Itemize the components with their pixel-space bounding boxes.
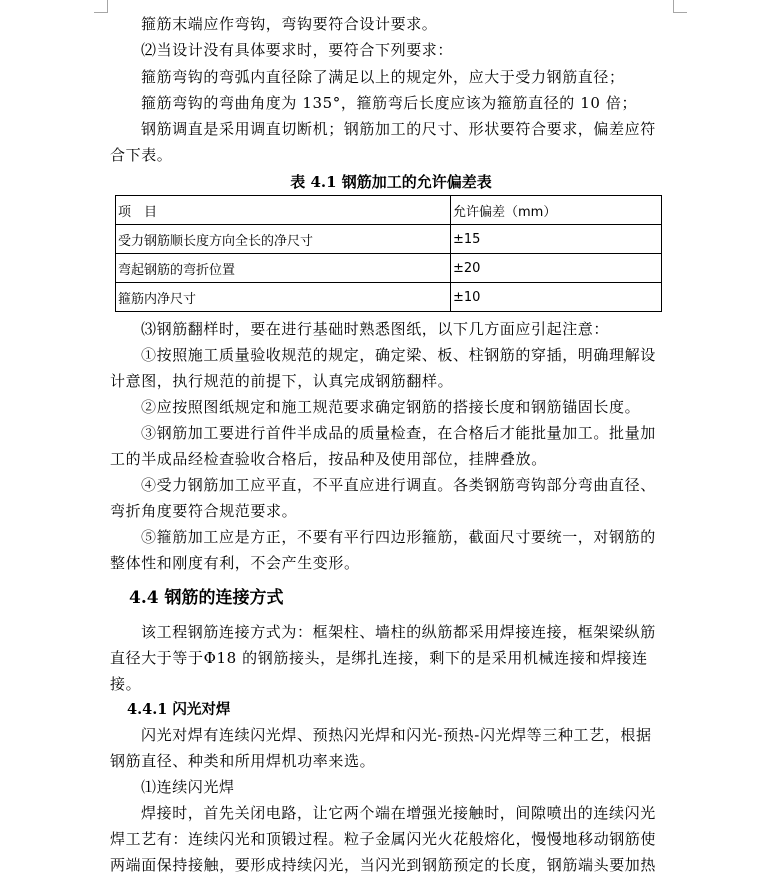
paragraph-line: ⑶钢筋翻样时，要在进行基础时熟悉图纸，以下几方面应引起注意：: [141, 320, 610, 338]
paragraph-line: 箍筋末端应作弯钩，弯钩要符合设计要求。: [141, 15, 438, 33]
paragraph-line: 闪光对焊有连续闪光焊、预热闪光焊和闪光-预热-闪光焊等三种工艺，根据: [141, 726, 652, 744]
table-row: [116, 283, 662, 312]
paragraph-line: 两端面保持接触，要形成持续闪光，当闪光到钢筋预定的长度，钢筋端头要加热: [110, 856, 657, 874]
paragraph-line: 接。: [110, 675, 142, 693]
tolerance-table: [115, 195, 662, 312]
paragraph-line: 该工程钢筋连接方式为：框架柱、墙柱的纵筋都采用焊接连接，框架梁纵筋: [141, 623, 656, 641]
paragraph-line: ⑤箍筋加工应是方正，不要有平行四边形箍筋，截面尺寸要统一，对钢筋的: [141, 528, 656, 546]
crop-mark-top-right-v: [673, 0, 674, 12]
paragraph-line: 弯折角度要符合规范要求。: [110, 502, 298, 520]
crop-mark-top-left-v: [107, 0, 108, 12]
paragraph-line: 箍筋弯钩的弯弧内直径除了满足以上的规定外，应大于受力钢筋直径；: [141, 68, 625, 86]
section-heading: 4.4 钢筋的连接方式: [129, 588, 284, 608]
crop-mark-top-left-h: [94, 12, 108, 13]
paragraph-line: ②应按照图纸规定和施工规范要求确定钢筋的搭接长度和钢筋锚固长度。: [141, 398, 641, 416]
table-cell: ±20: [451, 254, 662, 283]
table-cell: 箍筋内净尺寸: [116, 283, 451, 312]
paragraph-line: 钢筋调直是采用调直切断机；钢筋加工的尺寸、形状要符合要求，偏差应符: [141, 120, 656, 138]
paragraph-line: 箍筋弯钩的弯曲角度为 135°，箍筋弯后长度应该为箍筋直径的 10 倍；: [141, 94, 638, 112]
table-cell: 受力钢筋顺长度方向全长的净尺寸: [116, 225, 451, 254]
paragraph-line: ⑴连续闪光焊: [141, 778, 235, 796]
paragraph-line: 焊接时，首先关闭电路，让它两个端在增强光接触时，间隙喷出的连续闪光: [141, 804, 656, 822]
table-cell: ±15: [451, 225, 662, 254]
table-header-cell: 项 目: [116, 196, 451, 225]
paragraph-line: ①按照施工质量验收规范的规定，确定梁、板、柱钢筋的穿插，明确理解设: [141, 346, 656, 364]
paragraph-line: 钢筋直径、种类和所用焊机功率来选。: [110, 752, 376, 770]
paragraph-line: 直径大于等于Φ18 的钢筋接头，是绑扎连接，剩下的是采用机械连接和焊接连: [110, 649, 648, 667]
paragraph-line: ③钢筋加工要进行首件半成品的质量检查，在合格后才能批量加工。批量加: [141, 424, 656, 442]
paragraph-line: ④受力钢筋加工应平直，不平直应进行调直。各类钢筋弯钩部分弯曲直径、: [141, 476, 656, 494]
paragraph-line: 整体性和刚度有利，不会产生变形。: [110, 554, 360, 572]
paragraph-line: 计意图，执行规范的前提下，认真完成钢筋翻样。: [110, 372, 454, 390]
table-row: [116, 254, 662, 283]
table-header-cell: 允许偏差（mm）: [451, 196, 662, 225]
crop-mark-top-right-h: [673, 12, 687, 13]
paragraph-line: 焊工艺有：连续闪光和顶锻过程。粒子金属闪光火花般熔化，慢慢地移动钢筋使: [110, 830, 657, 848]
table-caption: 表 4.1 钢筋加工的允许偏差表: [290, 173, 492, 191]
paragraph-line: 工的半成品经检查验收合格后，按品种及使用部位，挂牌叠放。: [110, 450, 547, 468]
table-cell: 弯起钢筋的弯折位置: [116, 254, 451, 283]
table-header-row: [116, 196, 662, 225]
paragraph-line: ⑵当设计没有具体要求时，要符合下列要求：: [141, 41, 454, 59]
subsection-heading: 4.4.1 闪光对焊: [127, 701, 231, 718]
paragraph-line: 合下表。: [110, 146, 173, 164]
table-row: [116, 225, 662, 254]
table-cell: ±10: [451, 283, 662, 312]
